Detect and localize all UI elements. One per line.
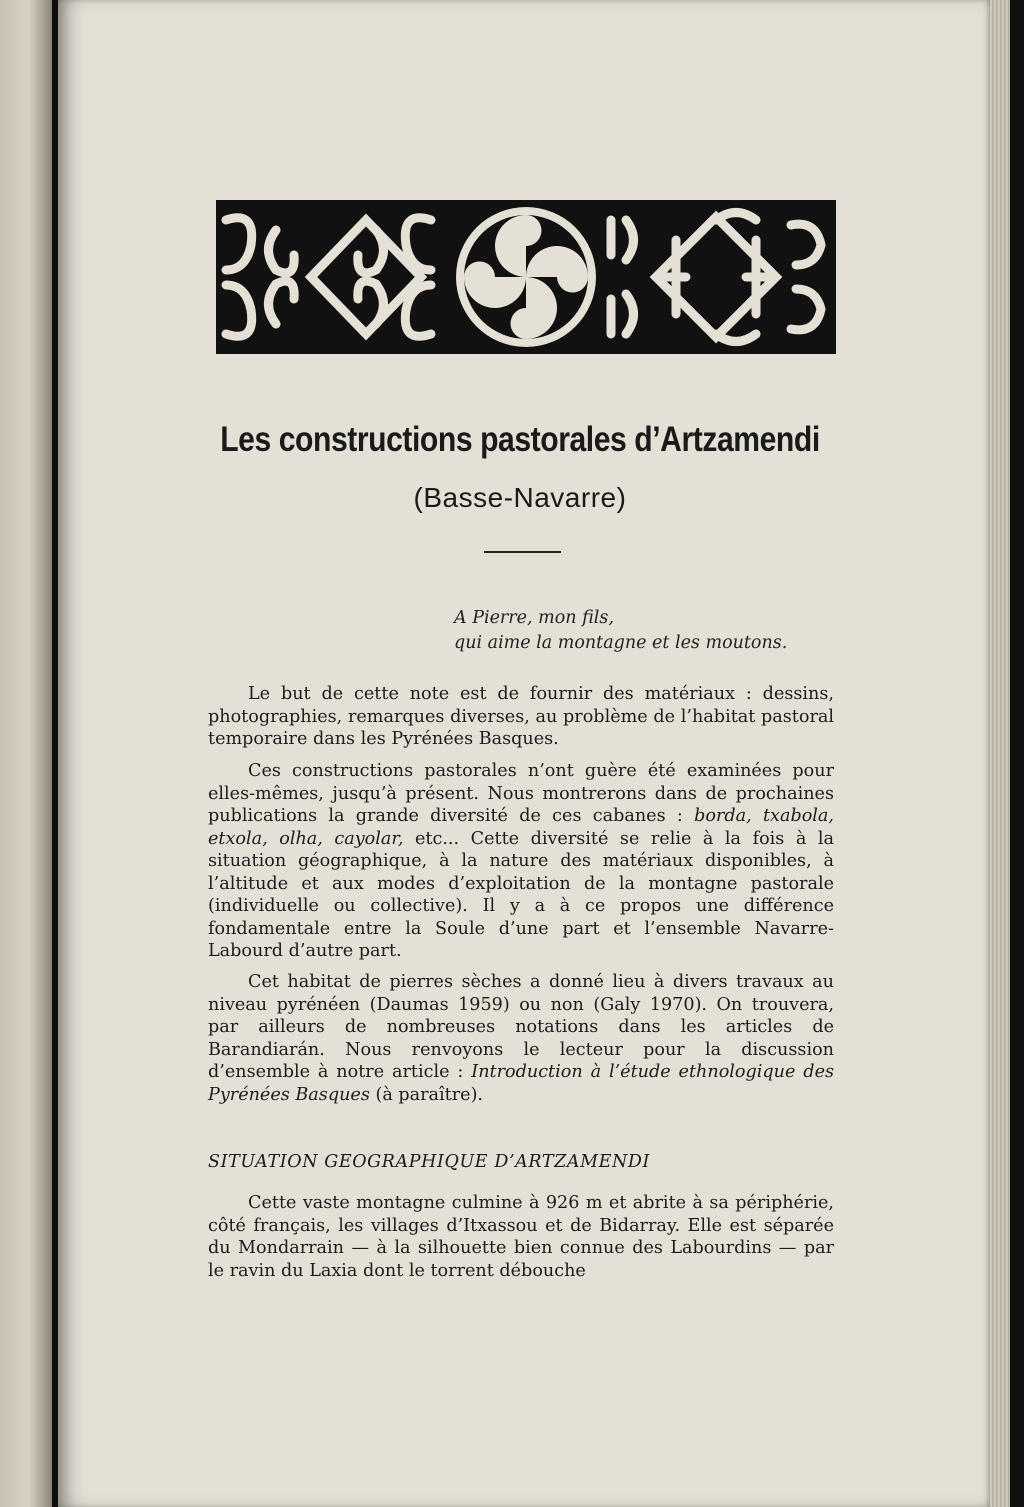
paragraph-3-end: (à paraître). <box>375 1084 484 1105</box>
paragraph-1-text: Le but de cette note est de fournir des matériaux : dessins, photographies, remarques diverses, au problème de l’habitat pastoral temporaire dans les Pyrénées Basques. <box>208 684 834 749</box>
facing-page-edge <box>0 0 52 1507</box>
page-subtitle: (Basse-Navarre) <box>413 482 627 513</box>
paragraph-2-start: Ces constructions pastorales n’ont guère été examinées pour elles-mêmes, jusqu’à présent. Nous montrerons dans de prochaines publications la grande diversité de ces cabanes : <box>208 761 834 826</box>
paragraph-2-text <box>208 760 834 963</box>
paragraph-2 <box>208 760 834 973</box>
paragraph-3-start: Cet habitat de pierres sèches a donné lieu à divers travaux au niveau pyrénéen (Daumas 1959) ou non (Galy 1970). On trouvera, par ailleurs de nombreuses notations dans les articles de Barandiarán. Nous renvoyons le lecteur pour la discussion d’ensemble à notre article : <box>208 972 834 1082</box>
paragraph-2-italic-terms: borda, txabola, etxola, olha, cayolar, <box>208 806 835 849</box>
dedication <box>454 606 874 656</box>
section-heading: SITUATION GEOGRAPHIQUE D’ARTZAMENDI <box>208 1152 651 1172</box>
title-divider <box>484 551 561 553</box>
basque-lauburu-frieze-icon <box>216 200 836 354</box>
paragraph-3-italic-title: Introduction à l’étude ethnologique des Pyrénées Basques <box>208 1062 835 1105</box>
paragraph-3-text <box>208 971 834 1106</box>
page-stack-edge <box>990 0 1024 1507</box>
paragraph-1 <box>208 683 834 761</box>
paragraph-3 <box>208 971 834 1116</box>
dedication-line-1: A Pierre, mon fils, <box>454 608 614 628</box>
paragraph-2-end: etc... Cette diversité se relie à la fois à la situation géographique, à la nature des matériaux disponibles, à l’altitude et aux modes d’exploitation de la montagne pastorale (individuelle ou collective). Il y a à ce propos une différence fondamentale entre la Soule d’une part et l’ensemble Navarre-Labourd d’autre part. <box>208 828 834 961</box>
paragraph-4 <box>208 1192 834 1292</box>
page-title: Les constructions pastorales d’Artzamendi <box>220 420 820 459</box>
paragraph-4-text: Cette vaste montagne culmine à 926 m et abrite à sa périphérie, côté français, les villages d’Itxassou et de Bidarray. Elle est séparée du Mondarrain — à la silhouette bien connue des Labourdins — par le ravin du Laxia dont le torrent débouche <box>208 1193 834 1281</box>
dedication-line-2: qui aime la montagne et les moutons. <box>454 633 788 653</box>
